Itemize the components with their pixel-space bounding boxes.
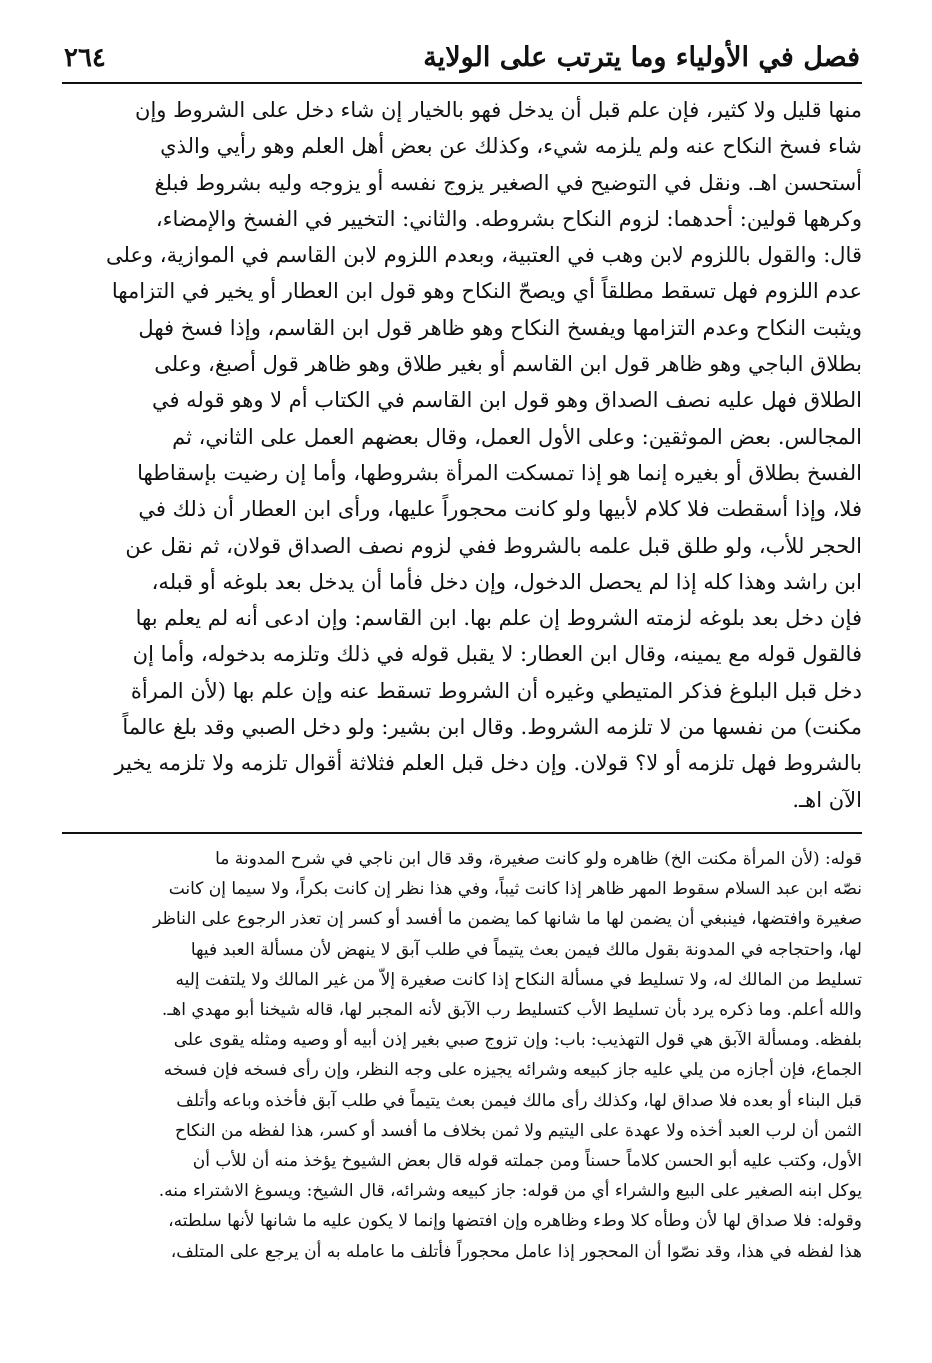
text-line: ويثبت النكاح وعدم التزامها ويفسخ النكاح وهو ظاهر قول ابن القاسم، وإذا فسخ فهل (138, 315, 862, 340)
footnote-line: تسليط من المالك له، ولا تسليط في مسألة النكاح إذا كانت صغيرة إلاّ من غير المالك ولا يلتفت إليه (175, 969, 862, 990)
text-line: وكرهها قولين: أحدهما: لزوم النكاح بشروطه. والثاني: التخيير في الفسخ والإمضاء، (155, 206, 862, 231)
main-text (62, 92, 862, 818)
footnote-line: قوله: (لأن المرأة مكنت الخ) ظاهره ولو كانت صغيرة، وقد قال ابن ناجي في شرح المدونة ما (215, 848, 862, 869)
footnote-line: الثمن أن لرب العبد أخذه ولا عهدة على اليتيم ولا ثمن بخلاف ما أفسد أو كسر، هذا لفظه من النكاح (175, 1120, 862, 1141)
footnote-line: الأول، وكتب عليه أبو الحسن كلاماً حسناً ومن جملته قوله قال بعض الشيوخ يؤخذ منه أن للأب أن (192, 1150, 862, 1171)
footnotes (62, 844, 862, 1267)
footnote-line: وقوله: فلا صداق لها لأن وطأه كلا وطء وظاهره وإن افتضها وإنما لا يكون عليه ما شانها لأنها سلطته، (168, 1211, 862, 1232)
text-line: أستحسن اهـ. ونقل في التوضيح في الصغير يزوج نفسه أو يزوجه وليه بشروط فبلغ (154, 170, 862, 195)
text-line: عدم اللزوم فهل تسقط مطلقاً أي ويصحّ النكاح وهو قول ابن العطار أو يخير في التزامها (111, 279, 862, 304)
text-line: شاء فسخ النكاح عنه ولم يلزمه شيء، وكذلك عن بعض أهل العلم وهو رأيي والذي (160, 134, 862, 159)
footnote-line: بلفظه. ومسألة الآبق هي قول التهذيب: باب: وإن تزوج صبي بغير إذن أبيه أو وصيه ومثله يقوى على (173, 1030, 862, 1051)
footnote-line: يوكل ابنه الصغير على البيع والشراء أي من قوله: جاز كبيعه وشرائه، قال الشيخ: ويسوغ الاشتراء منه. (158, 1181, 862, 1202)
text-line: دخل قبل البلوغ فذكر المتيطي وغيره أن الشروط تسقط عنه وإن علم بها (لأن المرأة (130, 678, 862, 703)
text-line: بطلاق الباجي وهو ظاهر قول ابن القاسم أو بغير طلاق وهو ظاهر قول أصبغ، وعلى (154, 352, 862, 377)
footnote-line: قبل البناء أو بعده فلا صداق لها، وكذلك رأى مالك فيمن بعث يتيماً في طلب آبق فأخذه وباعه وأتلف (176, 1090, 862, 1111)
text-line: منها قليل ولا كثير، فإن علم قبل أن يدخل فهو بالخيار إن شاء دخل على الشروط وإن (135, 98, 862, 122)
text-line: قال: والقول باللزوم لابن وهب في العتبية، وبعدم اللزوم لابن القاسم في الموازية، وعلى (105, 243, 862, 268)
text-line: بالشروط فهل تلزمه أو لا؟ قولان. وإن دخل قبل العلم فثلاثة أقوال تلزمه ولا تلزمه يخير (114, 751, 862, 776)
footnote-line: صغيرة وافتضها، فينبغي أن يضمن لها ما شانها كما يضمن ما أفسد أو كسر إن تعذر الرجوع على الناظر (153, 909, 862, 930)
footnote-line: لها، واحتجاجه في المدونة بقول مالك فيمن بعث يتيماً في طلب آبق لا ينهض لأن مسألة العبد فيها (190, 939, 862, 960)
text-line: الفسخ بطلاق أو بغيره إنما هو إذا تمسكت المرأة بشروطها، وأما إن رضيت بإسقاطها (137, 460, 862, 485)
page-number: ٢٦٤ (64, 43, 106, 73)
footnote-line: الجماع، فإن أجازه من يلي عليه جاز كبيعه وشرائه يجيزه على وجه النظر، وإن رأى فسخه فإن فسخه (163, 1060, 862, 1081)
text-line: فالقول قوله مع يمينه، وقال ابن العطار: لا يقبل قوله في ذلك وتلزمه بدخوله، وأما إن (132, 642, 862, 667)
running-header (62, 40, 862, 84)
page-title: فصل في الأولياء وما يترتب على الولاية (423, 42, 860, 73)
text-line: المجالس. بعض الموثقين: وعلى الأول العمل، وقال بعضهم العمل على الثاني، ثم (172, 424, 862, 449)
footnote-divider (62, 832, 862, 834)
text-line: الطلاق فهل عليه نصف الصداق وهو قول ابن القاسم في الكتاب أم لا وهو قوله في (151, 388, 862, 413)
text-line: مكنت) من نفسها من لا تلزمه الشروط. وقال ابن بشير: ولو دخل الصبي وقد بلغ عالماً (122, 715, 862, 740)
text-line: فإن دخل بعد بلوغه لزمته الشروط إن علم بها. ابن القاسم: وإن ادعى أنه لم يعلم بها (135, 606, 862, 631)
footnote-line: والله أعلم. وما ذكره يرد بأن تسليط الأب كتسليط رب الآبق لأنه المجبر لها، قاله شيخنا أبو مهدي اهـ. (161, 999, 862, 1020)
text-line: ابن راشد وهذا كله إذا لم يحصل الدخول، وإن دخل فأما أن يدخل بعد بلوغه أو قبله، (151, 569, 862, 594)
footnote-line: نصّه ابن عبد السلام سقوط المهر ظاهر إذا كانت ثيباً، وفي هذا نظر إن كانت بكراً، ولا سيما إن كانت (168, 879, 862, 900)
footnote-line: هذا لفظه في هذا، وقد نصّوا أن المحجور إذا عامل محجوراً فأتلف ما عامله به أن يرجع على المتلف، (170, 1241, 862, 1262)
text-line: الحجر للأب، ولو طلق قبل علمه بالشروط ففي لزوم نصف الصداق قولان، ثم نقل عن (125, 533, 862, 558)
text-line: الآن اهـ. (792, 787, 862, 812)
text-line: فلا، وإذا أسقطت فلا كلام لأبيها ولو كانت محجوراً عليها، ورأى ابن العطار أن ذلك في (138, 497, 862, 522)
